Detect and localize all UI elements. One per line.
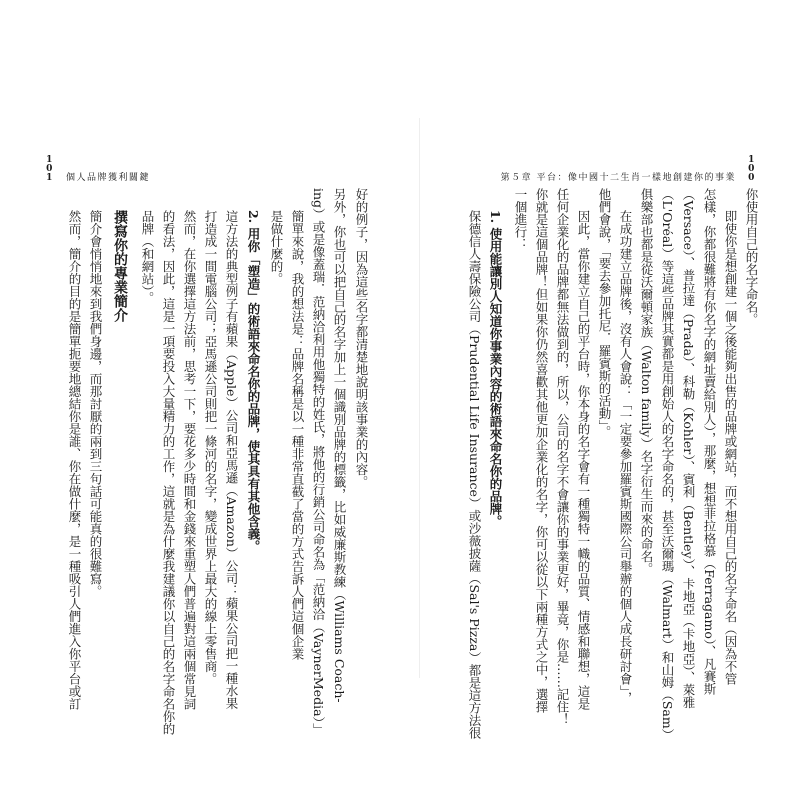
right-text-line: 因此，當你建立自己的平台時，你本身的名字會有一種獨特一幟的品質、情感和聯想，這是	[576, 210, 591, 710]
right-text-line: （Versace）、普拉達（Prada）、科勒（Kohler）、賓利（Bentley）、卡地亞（卡地亞）、萊雅	[681, 188, 696, 709]
right-text-line: 即使你是想創建一個之後能夠出售的品牌或網站，而不想用自己的名字命名（因為不管	[723, 210, 738, 685]
left-text-line: 的看法，因此，這是一項要投入大量精力的工作，這就是為什麼我建議你以自己的名字命名你的	[161, 210, 176, 735]
right-text-line: 你使用自己的名字命名。	[744, 188, 759, 326]
page-gutter	[419, 118, 420, 678]
right-text-line: 他們會說，「要去參加托尼．羅賓斯的活動」。	[597, 188, 612, 438]
left-text-line: 好的例子，因為這些名字都清楚地說明該事業的內容。	[354, 188, 369, 488]
right-running-title: 第５章 平台：像中國十二生肖一樣地創建你的事業	[500, 173, 736, 183]
right-text-line: 任何企業化的品牌都無法做到的，所以，公司的名字不會讓你的事業更好，畢竟，你是……記住！	[555, 188, 570, 726]
left-text-line: 簡單來說，我的想法是：品牌名稱是以一種非常直截了當的方式告訴人們這個企業	[290, 210, 305, 660]
right-text-line: 在成功建立品牌後，沒有人會說：「一定要參加羅賓斯國際公司舉辦的個人成長研討會」，	[618, 210, 633, 704]
left-text-line: 是做什麼的。	[269, 210, 284, 285]
right-text-line: 俱樂部也都是從沃爾頓家族（Walton family）名字衍生而來的命名。	[639, 188, 654, 575]
right-page-header	[501, 156, 758, 183]
right-text-line: 怎樣，你都很難將有你名字的網址賣給別人），那麼，想想菲拉格慕（Ferragamo）、凡賽斯	[702, 188, 717, 696]
left-text-line: 這方法的典型例子有蘋果（Apple）公司和亞馬遜（Amazon）公司：蘋果公司把一種水果	[224, 210, 239, 710]
left-text-line: 品牌（和網站）。	[140, 210, 155, 304]
left-page-header	[44, 156, 150, 183]
right-text-line: （L'Oréal）等這些品牌其實都是用創始人的名字命名的，甚至沃爾瑪（Walmart）和山姆（Sam）	[660, 188, 675, 742]
left-numbered-subheading: 2. 用你「塑造」的術語來命名你的品牌，使其具有其他含義。	[246, 210, 261, 553]
right-numbered-subheading: 1. 使用能讓別人知道你事業內容的術語來命名你的品牌。	[488, 210, 503, 528]
left-page-number: 1 0 1	[46, 155, 54, 183]
left-text-line: 另外，你也可以把自己的名字加上一個識別品牌的標籤，比如威廉斯教練（Williams Coach-	[332, 188, 347, 703]
right-text-line: 一個進行：	[513, 188, 528, 251]
left-section-heading: 撰寫你的專業簡介	[112, 210, 128, 322]
left-running-title: 個人品牌獲利關鍵	[66, 173, 151, 183]
left-text-line: 打造成一間電腦公司；亞馬遜公司則把一條河的名字，變成世界上最大的線上零售商。	[203, 210, 218, 685]
right-page-number: 1 0 0	[748, 155, 756, 183]
right-text-line: 你就是這個品牌！但如果你仍然喜歡其他更加企業化的名字，你可以從以下兩種方式之中，選擇	[534, 188, 549, 713]
left-text-line: ing）或是像蓋瑞．范納洽利用他獨特的姓氏，將他的行銷公司命名為「范納洽（VaynerMedia）」	[311, 188, 326, 736]
left-text-line: 簡介會悄悄地來到我們身邊，而那討厭的兩到三句話可能真的很難寫。	[88, 210, 103, 598]
right-text-line: 保德信人壽保險公司（Prudential Life Insurance）或沙薇披薩（Sal's Pizza）都是這方法很	[467, 210, 482, 739]
left-text-line: 然而，簡介的目的是簡單扼要地總結你是誰、你在做什麼，是一種吸引人們進入你平台或訂	[67, 210, 82, 710]
book-spread	[20, 118, 780, 742]
left-text-line: 然而，在你選擇這方法前，思考一下，要花多少時間和金錢來重塑人們普遍對這兩個常見詞	[182, 210, 197, 710]
